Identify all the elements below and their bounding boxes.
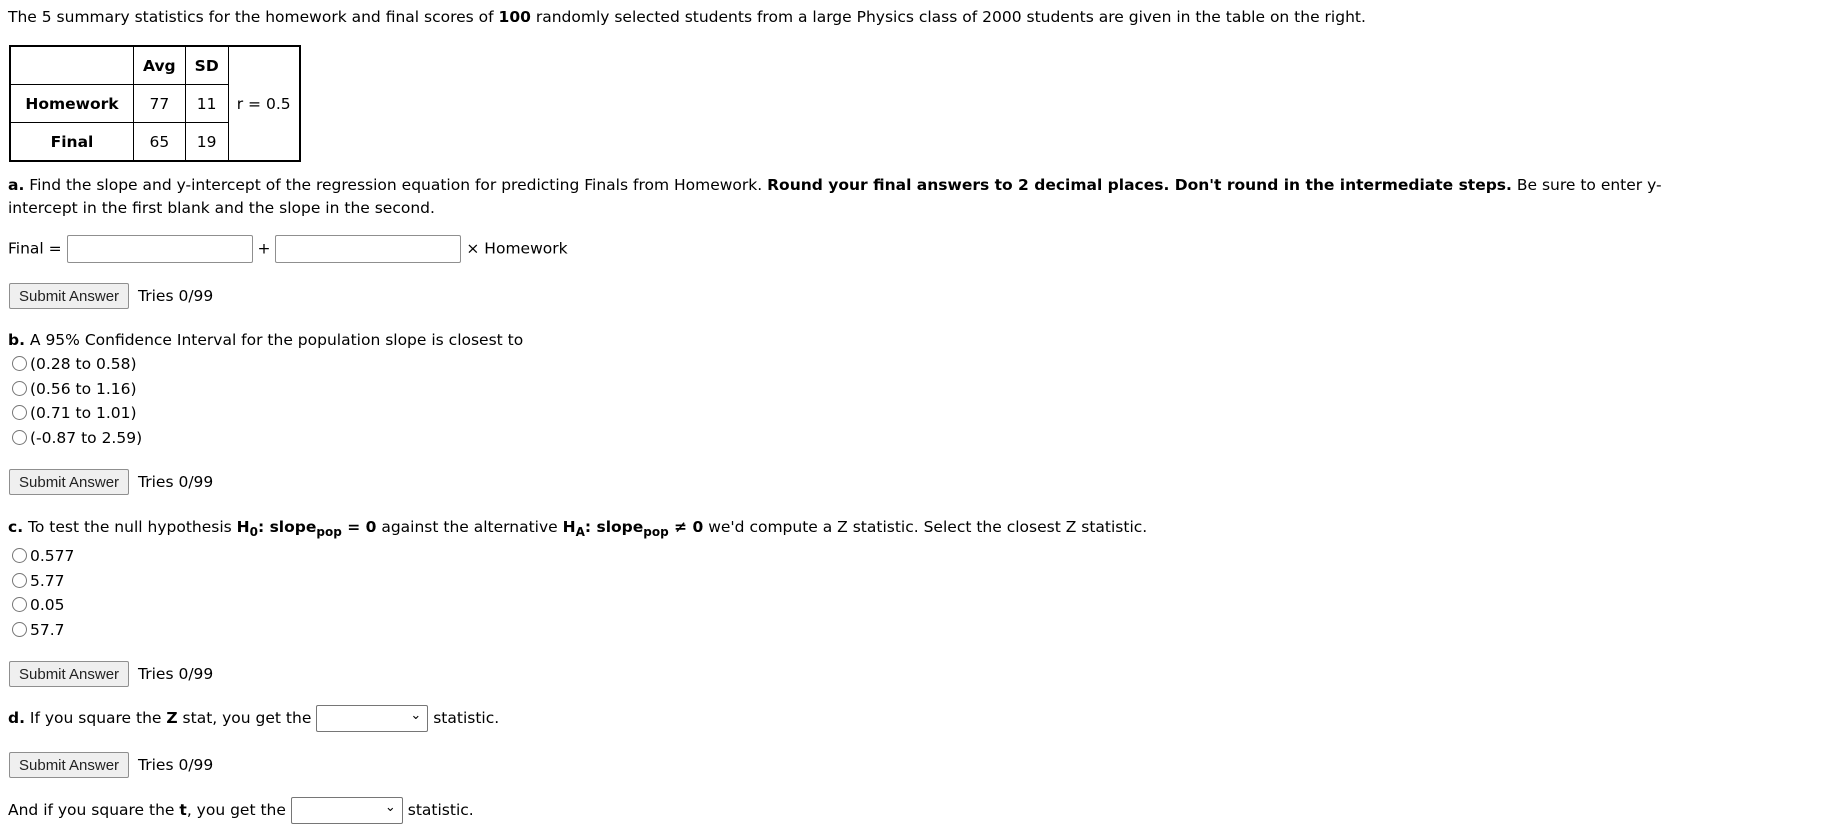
table-header-row [10,46,300,85]
radio-button[interactable] [12,548,27,563]
radio-option[interactable]: 0.05 [8,593,74,618]
radio-option[interactable]: (0.71 to 1.01) [8,401,142,426]
regression-equation [8,235,568,263]
part-d-question: d. If you square the Z stat, you get the ⌄ statistic. [8,705,499,732]
part-c-options [8,544,74,642]
part-b-options [8,352,142,450]
part-a-question-line2: intercept in the first blank and the slope in the second. [8,199,435,217]
row-label: Homework [10,85,134,123]
header-avg: Avg [134,46,186,85]
tries-counter: Tries 0/99 [138,665,214,683]
part-a-question: a. Find the slope and y-intercept of the regression equation for predicting Finals from Homework. Round your final answers to 2 decimal places. Don't round in the intermediate steps. Be sure to enter y- [8,176,1662,194]
summary-table [9,45,301,162]
sd-cell: 19 [185,123,228,162]
submit-answer-button-b[interactable]: Submit Answer [9,469,129,495]
part-c-submit-row [9,661,213,687]
radio-option[interactable]: (-0.87 to 2.59) [8,426,142,451]
tries-counter: Tries 0/99 [138,473,214,491]
avg-cell: 65 [134,123,186,162]
submit-answer-button-d[interactable]: Submit Answer [9,752,129,778]
radio-option[interactable]: 0.577 [8,544,74,569]
tries-counter: Tries 0/99 [138,756,214,774]
radio-button[interactable] [12,597,27,612]
part-e-question: And if you square the t, you get the ⌄ statistic. [8,797,474,824]
part-c-question: c. To test the null hypothesis $H_0$: slope$_{pop}$ = 0 against the alternative $H_A$: slope$_{pop}$ ≠ 0 we'd compute a Z statistic. Select the closest Z statistic. [8,518,1148,539]
row-label: Final [10,123,134,162]
slope-input[interactable] [275,235,461,263]
statistic-select-d[interactable] [316,705,428,732]
radio-button[interactable] [12,573,27,588]
avg-cell: 77 [134,85,186,123]
chevron-down-icon: ⌄ [384,800,396,815]
radio-button[interactable] [12,405,27,420]
submit-answer-button-a[interactable]: Submit Answer [9,283,129,309]
intro-text: The 5 summary statistics for the homework and final scores of 100 randomly selected students from a large Physics class of 2000 students are given in the table on the right. [8,8,1366,26]
header-sd: SD [185,46,228,85]
part-b-submit-row [9,469,213,495]
radio-button[interactable] [12,356,27,371]
part-d-submit-row [9,752,213,778]
statistic-select-t[interactable] [291,797,403,824]
radio-button[interactable] [12,622,27,637]
intercept-input[interactable] [67,235,253,263]
radio-button[interactable] [12,381,27,396]
corner-cell [10,46,134,85]
tries-counter: Tries 0/99 [138,287,214,305]
times-homework-label: × Homework [466,239,568,258]
radio-option[interactable]: 5.77 [8,569,74,594]
sd-cell: 11 [185,85,228,123]
part-a-submit-row [9,283,213,309]
radio-option[interactable]: (0.28 to 0.58) [8,352,142,377]
part-b-question: b. A 95% Confidence Interval for the population slope is closest to [8,331,524,349]
plus-sign: + [257,239,271,258]
chevron-down-icon: ⌄ [410,708,422,723]
final-label: Final = [8,239,62,258]
radio-option[interactable]: 57.7 [8,618,74,643]
radio-option[interactable]: (0.56 to 1.16) [8,377,142,402]
radio-button[interactable] [12,430,27,445]
submit-answer-button-c[interactable]: Submit Answer [9,661,129,687]
correlation-cell: r = 0.5 [228,46,300,161]
